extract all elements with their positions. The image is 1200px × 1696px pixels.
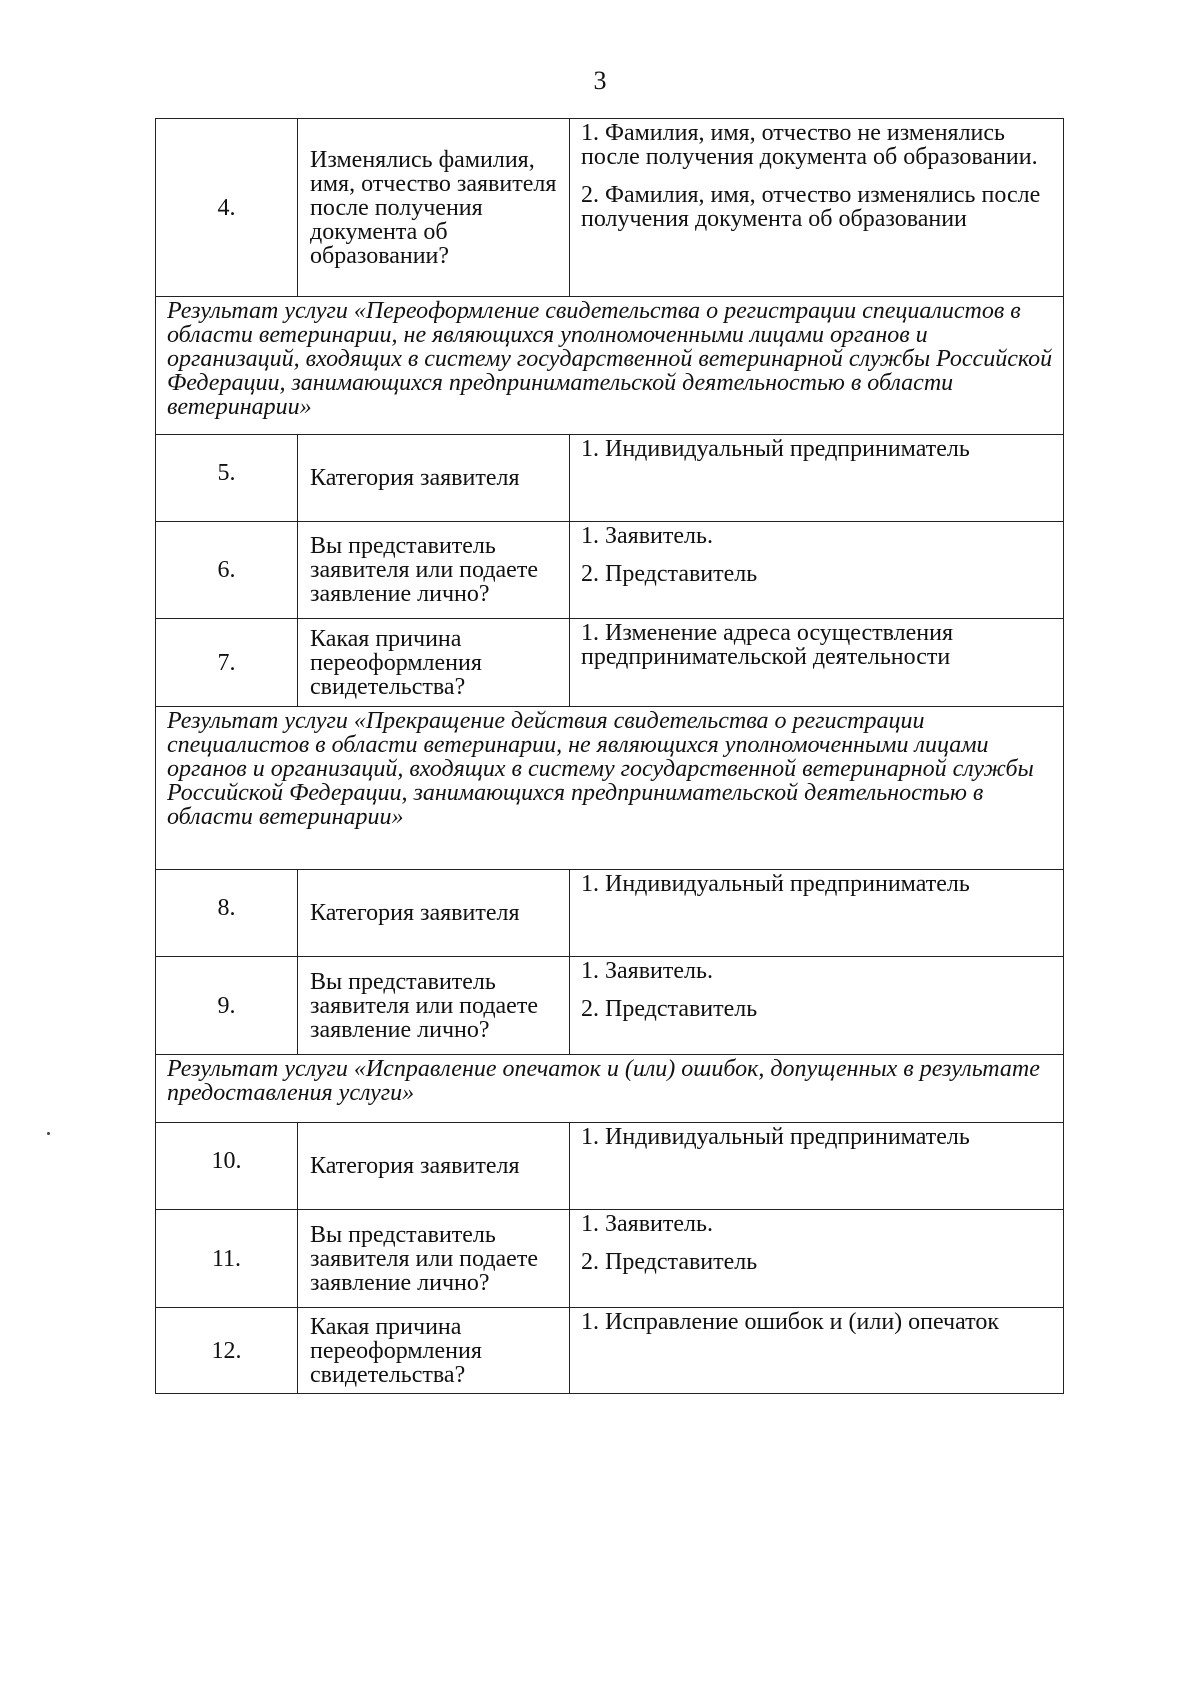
answer-option: 2. Представитель: [581, 561, 758, 587]
answer-option: 1. Заявитель.: [581, 523, 713, 549]
answer-option: 1. Индивидуальный предприниматель: [581, 436, 970, 462]
question-cell: Какая причина переоформления свидетельства?: [298, 1308, 570, 1394]
question-cell: Вы представитель заявителя или подаете заявление лично?: [298, 1210, 570, 1308]
table-row: [156, 1123, 1064, 1210]
answer-cell: [570, 522, 1064, 619]
row-number: 4.: [156, 119, 298, 297]
row-number: 5.: [156, 435, 298, 522]
answer-option: 1. Индивидуальный предприниматель: [581, 871, 970, 897]
answer-option: 1. Индивидуальный предприниматель: [581, 1124, 970, 1150]
question-cell: Категория заявителя: [298, 1123, 570, 1210]
answer-option: 1. Изменение адреса осуществления предпринимательской деятельности: [581, 620, 954, 670]
answer-cell: [570, 435, 1064, 522]
section-row: [156, 1055, 1064, 1123]
answer-cell: [570, 1210, 1064, 1308]
answer-cell: [570, 1308, 1064, 1394]
answer-cell: [570, 119, 1064, 297]
answer-cell: [570, 870, 1064, 957]
answer-option: 2. Представитель: [581, 996, 758, 1022]
table-row: [156, 522, 1064, 619]
questionnaire-table: [155, 118, 1064, 1394]
answer-cell: [570, 619, 1064, 707]
question-cell: Какая причина переоформления свидетельства?: [298, 619, 570, 707]
scan-speck: [47, 1132, 50, 1135]
row-number: 6.: [156, 522, 298, 619]
row-number: 7.: [156, 619, 298, 707]
answer-cell: [570, 1123, 1064, 1210]
answer-option: 2. Представитель: [581, 1249, 758, 1275]
question-cell: Вы представитель заявителя или подаете заявление лично?: [298, 957, 570, 1055]
table-row: [156, 119, 1064, 297]
table-row: [156, 957, 1064, 1055]
table-row: [156, 619, 1064, 707]
answer-option: 1. Исправление ошибок и (или) опечаток: [581, 1309, 999, 1335]
answer-option: 1. Фамилия, имя, отчество не изменялись после получения документа об образовании.: [581, 120, 1038, 170]
row-number: 11.: [156, 1210, 298, 1308]
section-heading: Результат услуги «Исправление опечаток и (или) ошибок, допущенных в результате предоставления услуги»: [156, 1055, 1064, 1123]
row-number: 12.: [156, 1308, 298, 1394]
section-row: [156, 297, 1064, 435]
table-row: [156, 1210, 1064, 1308]
question-cell: Изменялись фамилия, имя, отчество заявителя после получения документа об образовании?: [298, 119, 570, 297]
row-number: 9.: [156, 957, 298, 1055]
page-number: 3: [593, 66, 607, 95]
row-number: 8.: [156, 870, 298, 957]
answer-option: 2. Фамилия, имя, отчество изменялись после получения документа об образовании: [581, 182, 1041, 232]
section-heading: Результат услуги «Переоформление свидетельства о регистрации специалистов в области ветеринарии, не являющихся уполномоченными лицами органов и организаций, входящих в систему государственной ветеринарной службы Российской Федерации, занимающихся предпринимательской деятельностью в области ветеринарии»: [156, 297, 1064, 435]
question-cell: Категория заявителя: [298, 870, 570, 957]
table-row: [156, 435, 1064, 522]
section-row: [156, 707, 1064, 870]
answer-cell: [570, 957, 1064, 1055]
table-row: [156, 1308, 1064, 1394]
table-row: [156, 870, 1064, 957]
answer-option: 1. Заявитель.: [581, 1211, 713, 1237]
row-number: 10.: [156, 1123, 298, 1210]
question-cell: Вы представитель заявителя или подаете заявление лично?: [298, 522, 570, 619]
section-heading: Результат услуги «Прекращение действия свидетельства о регистрации специалистов в области ветеринарии, не являющихся уполномоченными лицами органов и организаций, входящих в систему государственной ветеринарной службы Российской Федерации, занимающихся предпринимательской деятельностью в области ветеринарии»: [156, 707, 1064, 870]
answer-option: 1. Заявитель.: [581, 958, 713, 984]
question-cell: Категория заявителя: [298, 435, 570, 522]
